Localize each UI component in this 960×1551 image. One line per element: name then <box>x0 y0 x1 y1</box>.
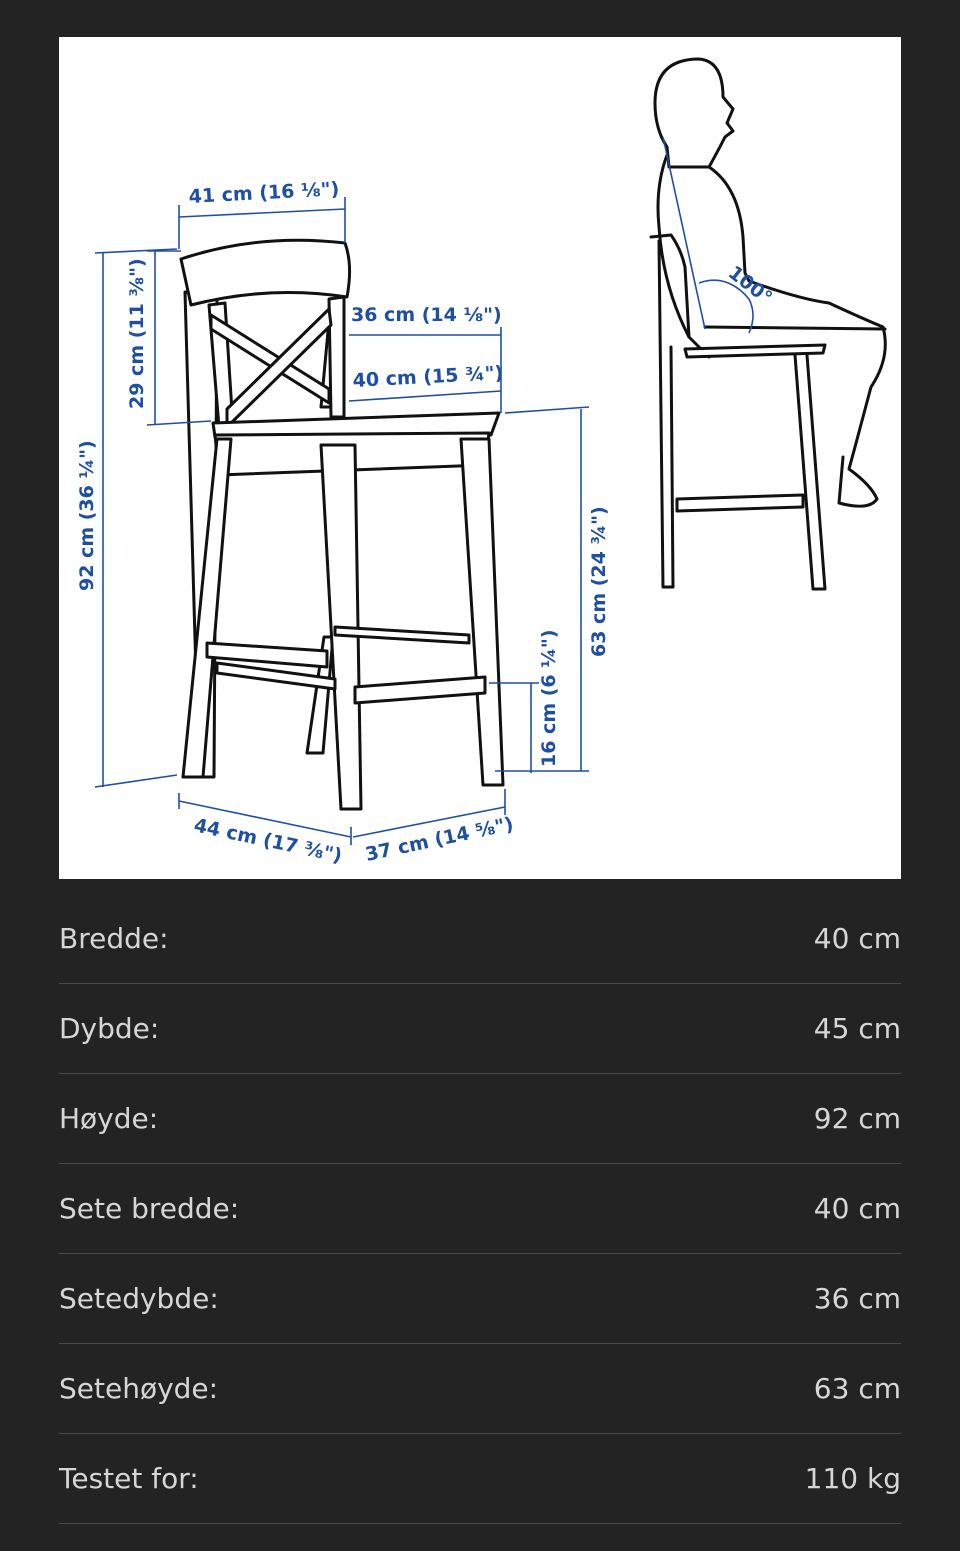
spec-label: Setedybde: <box>59 1281 219 1315</box>
spec-value: 40 cm <box>813 922 901 955</box>
dim-total-height: 92 cm (36 ¼") <box>76 440 98 591</box>
dim-top-width: 41 cm (16 ⅛") <box>188 178 340 208</box>
spec-row-height <box>59 1074 901 1164</box>
spec-value: 92 cm <box>813 1101 901 1135</box>
dim-seat-width: 40 cm (15 ¾") <box>352 362 504 392</box>
seated-person-side-view <box>651 59 885 589</box>
spec-value: 110 kg <box>804 1461 901 1495</box>
dim-seat-depth: 36 cm (14 ⅛") <box>351 304 502 326</box>
spec-value: 40 cm <box>813 1191 901 1225</box>
spec-label: Høyde: <box>59 1101 159 1135</box>
specifications-list <box>59 895 901 1524</box>
spec-row-tested-for <box>59 1434 901 1524</box>
dim-recline-angle: 100° <box>723 261 777 310</box>
product-dimension-diagram <box>59 37 901 879</box>
dim-footrest-height: 16 cm (6 ¼") <box>538 629 560 767</box>
spec-row-seat-width <box>59 1164 901 1254</box>
dim-seat-height: 63 cm (24 ¾") <box>588 506 610 657</box>
spec-label: Sete bredde: <box>59 1191 240 1225</box>
dim-back-height: 29 cm (11 ⅜") <box>126 258 148 409</box>
dim-base-width: 37 cm (14 ⅝") <box>363 813 516 866</box>
dim-base-depth: 44 cm (17 ⅜") <box>191 814 344 868</box>
spec-label: Setehøyde: <box>59 1371 219 1405</box>
spec-label: Testet for: <box>59 1461 199 1495</box>
spec-row-depth <box>59 984 901 1074</box>
spec-value: 63 cm <box>813 1371 901 1405</box>
spec-row-seat-depth <box>59 1254 901 1344</box>
spec-label: Bredde: <box>59 922 169 955</box>
spec-value: 45 cm <box>813 1011 901 1045</box>
spec-label: Dybde: <box>59 1011 160 1045</box>
spec-row-seat-height <box>59 1344 901 1434</box>
spec-row-width <box>59 895 901 984</box>
spec-value: 36 cm <box>813 1281 901 1315</box>
